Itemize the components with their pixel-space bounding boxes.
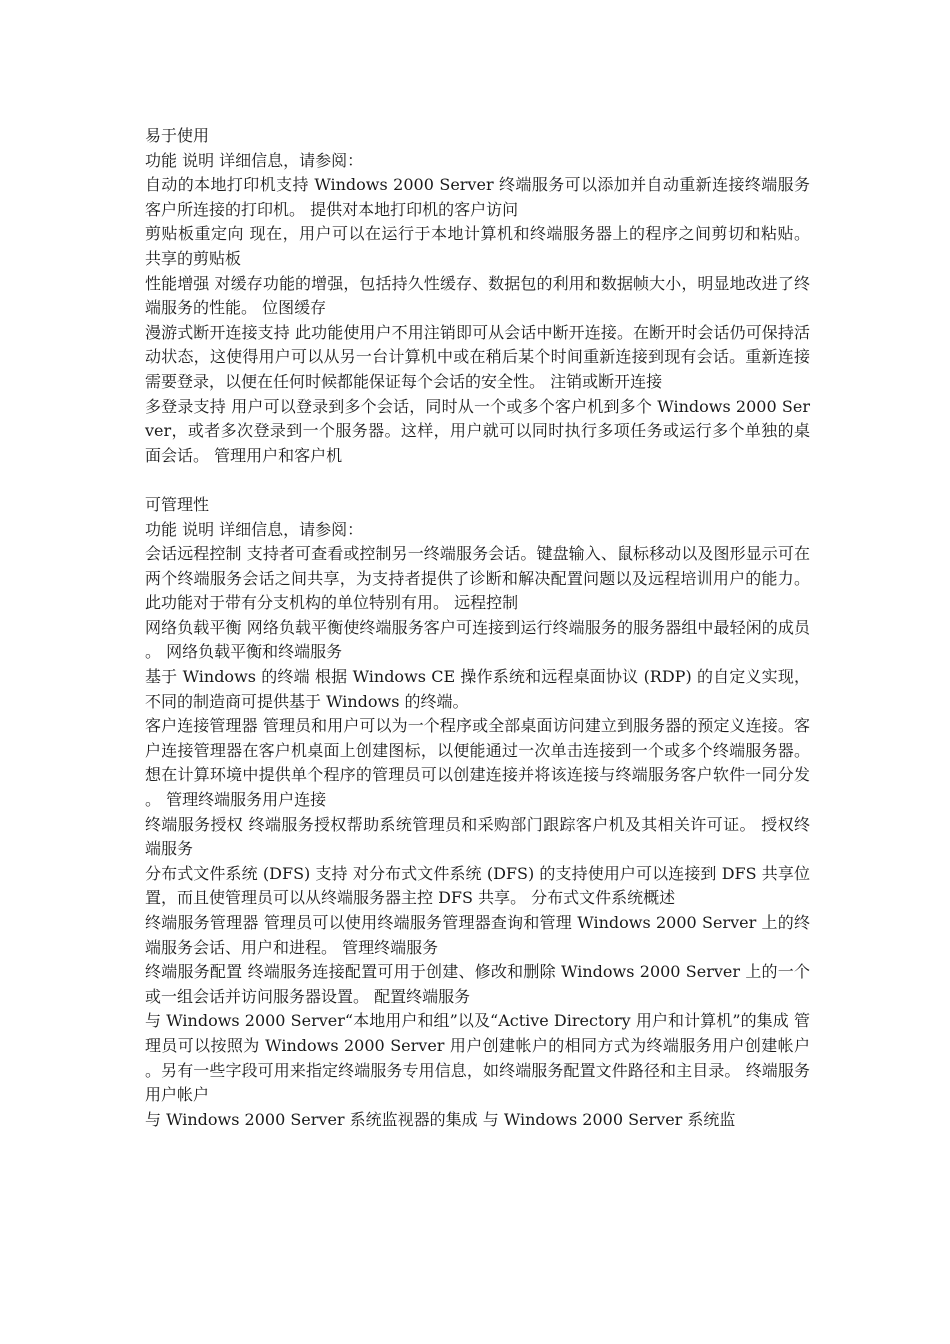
table-row: 漫游式断开连接支持 此功能使用户不用注销即可从会话中断开连接。在断开时会话仍可保持活动状态，这使得用户可以从另一台计算机中或在稍后某个时间重新连接到现有会话。重新连接需要登录，以便在任何时候都能保证每个会话的安全性。 注销或断开连接	[145, 322, 810, 391]
table-row: 性能增强 对缓存功能的增强，包括持久性缓存、数据包的利用和数据帧大小，明显地改进了终端服务的性能。 位图缓存	[145, 273, 810, 318]
table-row: 分布式文件系统 (DFS) 支持 对分布式文件系统 (DFS) 的支持使用户可以连接到 DFS 共享位置，而且使管理员可以从终端服务器主控 DFS 共享。 分布式文件系统概述	[145, 863, 810, 908]
table-row: 基于 Windows 的终端 根据 Windows CE 操作系统和远程桌面协议 (RDP) 的自定义实现，不同的制造商可提供基于 Windows 的终端。	[145, 667, 810, 711]
table-row: 自动的本地打印机支持 Windows 2000 Server 终端服务可以添加并自动重新连接终端服务客户所连接的打印机。 提供对本地打印机的客户访问	[145, 175, 810, 219]
table-row: 剪贴板重定向 现在，用户可以在运行于本地计算机和终端服务器上的程序之间剪切和粘贴。 共享的剪贴板	[145, 224, 810, 268]
section-title: 可管理性	[145, 494, 210, 514]
section-ease-of-use	[145, 124, 810, 468]
table-header: 功能 说明 详细信息，请参阅：	[145, 519, 364, 539]
table-row: 终端服务授权 终端服务授权帮助系统管理员和采购部门跟踪客户机及其相关许可证。 授权终端服务	[145, 814, 810, 859]
table-row: 终端服务配置 终端服务连接配置可用于创建、修改和删除 Windows 2000 Server 上的一个或一组会话并访问服务器设置。 配置终端服务	[145, 962, 810, 1006]
table-header: 功能 说明 详细信息，请参阅：	[145, 150, 364, 170]
table-row: 终端服务管理器 管理员可以使用终端服务管理器查询和管理 Windows 2000 Server 上的终端服务会话、用户和进程。 管理终端服务	[145, 913, 810, 957]
table-row: 网络负载平衡 网络负载平衡使终端服务客户可连接到运行终端服务的服务器组中最轻闲的成员。 网络负载平衡和终端服务	[145, 617, 810, 662]
section-title: 易于使用	[145, 126, 210, 145]
table-row: 与 Windows 2000 Server“本地用户和组”以及“Active Directory 用户和计算机”的集成 管理员可以按照为 Windows 2000 Server 用户创建帐户的相同方式为终端服务用户创建帐户。另有一些字段可用来指定终端服务专用信息，如终端服务配置文件路径和主目录。 终端服务用户帐户	[145, 1011, 810, 1105]
table-row: 多登录支持 用户可以登录到多个会话，同时从一个或多个客户机到多个 Windows 2000 Server，或者多次登录到一个服务器。这样，用户就可以同时执行多项任务或运行多个单独的桌面会话。 管理用户和客户机	[145, 396, 810, 465]
table-row: 与 Windows 2000 Server 系统监视器的集成 与 Windows 2000 Server 系统监	[145, 1109, 736, 1129]
table-row: 会话远程控制 支持者可查看或控制另一终端服务会话。键盘输入、鼠标移动以及图形显示可在两个终端服务会话之间共享，为支持者提供了诊断和解决配置问题以及远程培训用户的能力。此功能对于带有分支机构的单位特别有用。 远程控制	[145, 544, 810, 613]
table-row: 客户连接管理器 管理员和用户可以为一个程序或全部桌面访问建立到服务器的预定义连接。客户连接管理器在客户机桌面上创建图标，以便能通过一次单击连接到一个或多个终端服务器。想在计算环境中提供单个程序的管理员可以创建连接并将该连接与终端服务客户软件一同分发。 管理终端服务用户连接	[145, 716, 810, 810]
document-page	[145, 124, 810, 1132]
section-manageability	[145, 493, 810, 1132]
section-spacer	[145, 468, 810, 493]
